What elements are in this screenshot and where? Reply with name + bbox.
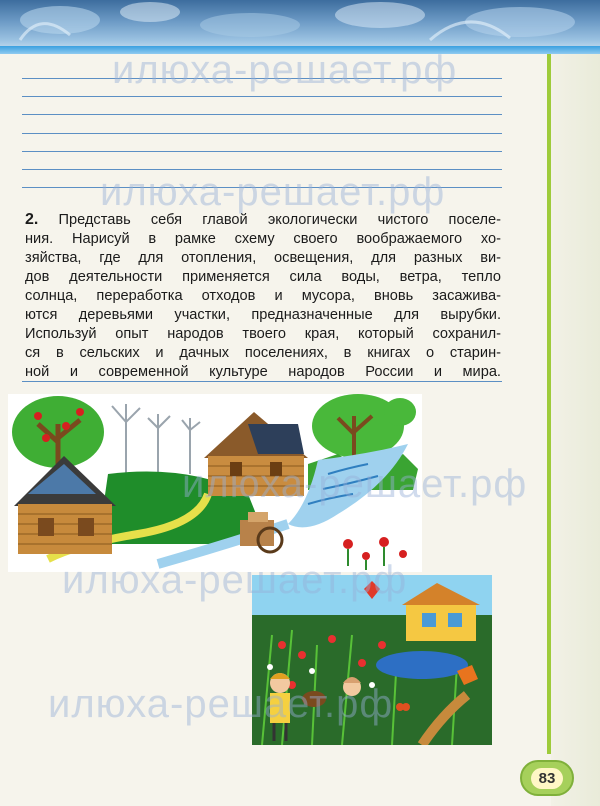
- task-number: 2.: [25, 211, 39, 228]
- children-painting: [252, 575, 492, 745]
- task-line: зяйства, где для отопления, освещения, для разных ви-: [25, 250, 501, 266]
- writing-line: [22, 78, 502, 79]
- writing-line: [22, 169, 502, 170]
- watermark: илюха-решает.рф: [62, 558, 408, 602]
- task-line: Используй опыт народов твоего края, который сохранил-: [25, 326, 501, 342]
- writing-line: [22, 151, 502, 152]
- task-line: ния. Нарисуй в рамке схему своего воображаемого хо-: [25, 231, 501, 247]
- task-line: 2. Представь себя главой экологически чистого поселе-: [25, 211, 501, 228]
- writing-line: [22, 96, 502, 97]
- watermark: илюха-решает.рф: [112, 48, 458, 92]
- watermark: илюха-решает.рф: [48, 682, 394, 726]
- writing-line: [22, 187, 502, 188]
- pond: [376, 651, 468, 679]
- task-2: [25, 210, 501, 382]
- task-line: ся в сельских и дачных поселениях, в книгах о старин-: [25, 345, 501, 361]
- watermark: илюха-решает.рф: [182, 462, 528, 506]
- watermark: илюха-решает.рф: [100, 170, 446, 214]
- task-line: ются деревьями участки, предназначенные для вырубки.: [25, 307, 501, 323]
- header-strip: [0, 46, 600, 54]
- margin-rule: [547, 54, 551, 754]
- page-margin: [551, 54, 600, 806]
- task-rule: [22, 381, 502, 382]
- writing-lines: [22, 78, 502, 205]
- page-number: 83: [531, 768, 564, 789]
- eco-settlement-drawing: [8, 394, 422, 572]
- task-line: солнца, переработка отходов и мусора, вновь засажива-: [25, 288, 501, 304]
- task-line: дов деятельности применяется сила воды, ветра, тепло: [25, 269, 501, 285]
- writing-line: [22, 133, 502, 134]
- writing-line: [22, 114, 502, 115]
- task-line: ной и современной культуре народов России и мира.: [25, 364, 501, 380]
- page-number-badge: [520, 760, 574, 796]
